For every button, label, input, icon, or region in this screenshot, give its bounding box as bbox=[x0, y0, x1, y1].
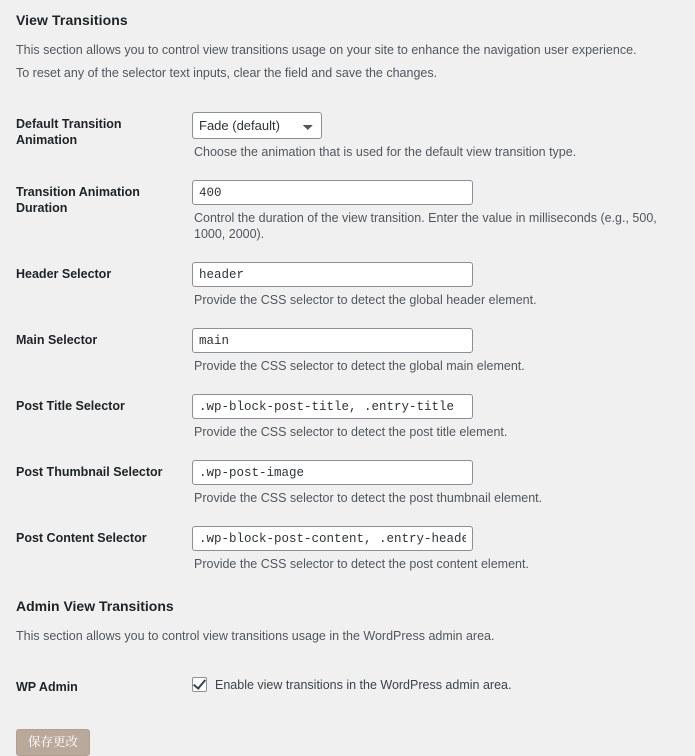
field-label-post-content-selector: Post Content Selector bbox=[16, 531, 147, 545]
transition-animation-duration-input[interactable] bbox=[192, 180, 473, 205]
field-label-post-title-selector: Post Title Selector bbox=[16, 399, 125, 413]
field-description-post-thumbnail-selector: Provide the CSS selector to detect the post thumbnail element. bbox=[194, 491, 543, 505]
header-selector-input[interactable] bbox=[192, 262, 473, 287]
post-thumbnail-selector-input[interactable] bbox=[192, 460, 473, 485]
table-row bbox=[16, 316, 679, 382]
field-cell-header-selector bbox=[192, 250, 679, 316]
field-cell-post-content-selector bbox=[192, 514, 679, 580]
field-label-default-transition-animation: Default Transition Animation bbox=[16, 117, 122, 147]
field-label-post-thumbnail-selector: Post Thumbnail Selector bbox=[16, 465, 163, 479]
field-label-transition-animation-duration: Transition Animation Duration bbox=[16, 185, 140, 215]
default-transition-animation-select[interactable] bbox=[192, 112, 322, 139]
field-description-post-content-selector: Provide the CSS selector to detect the post content element. bbox=[194, 557, 529, 571]
field-description-header-selector: Provide the CSS selector to detect the global header element. bbox=[194, 293, 537, 307]
wp-admin-enable-checkbox[interactable] bbox=[192, 677, 207, 692]
admin-section-description: This section allows you to control view transitions usage in the WordPress admin area. bbox=[16, 629, 495, 643]
table-row bbox=[16, 382, 679, 448]
wp-admin-checkbox-row[interactable] bbox=[192, 675, 669, 692]
field-cell-wp-admin bbox=[192, 663, 679, 711]
table-row bbox=[16, 663, 679, 711]
field-description-post-title-selector: Provide the CSS selector to detect the post title element. bbox=[194, 425, 508, 439]
table-row bbox=[16, 100, 679, 168]
field-cell-post-title-selector bbox=[192, 382, 679, 448]
admin-view-transitions-form-table bbox=[16, 663, 679, 711]
view-transitions-form-table bbox=[16, 100, 679, 580]
table-row bbox=[16, 168, 679, 250]
field-description-main-selector: Provide the CSS selector to detect the global main element. bbox=[194, 359, 525, 373]
section-description-line-1: This section allows you to control view transitions usage on your site to enhance the navigation user experience. bbox=[16, 43, 637, 57]
field-cell-default-transition-animation bbox=[192, 100, 679, 168]
submit-area bbox=[16, 711, 679, 756]
field-label-wp-admin: WP Admin bbox=[16, 680, 78, 694]
field-label-main-selector: Main Selector bbox=[16, 333, 98, 347]
section-description-line-2: To reset any of the selector text inputs, clear the field and save the changes. bbox=[16, 66, 438, 80]
field-cell-transition-animation-duration bbox=[192, 168, 679, 250]
admin-section-title: Admin View Transitions bbox=[16, 598, 174, 614]
table-row bbox=[16, 448, 679, 514]
save-changes-button[interactable]: 保存更改 bbox=[16, 729, 90, 756]
field-cell-main-selector bbox=[192, 316, 679, 382]
post-title-selector-input[interactable] bbox=[192, 394, 473, 419]
main-selector-input[interactable] bbox=[192, 328, 473, 353]
table-row bbox=[16, 514, 679, 580]
table-row bbox=[16, 250, 679, 316]
field-cell-post-thumbnail-selector bbox=[192, 448, 679, 514]
field-label-header-selector: Header Selector bbox=[16, 267, 112, 281]
post-content-selector-input[interactable] bbox=[192, 526, 473, 551]
page-title: View Transitions bbox=[16, 12, 128, 28]
wp-admin-checkbox-label[interactable]: Enable view transitions in the WordPress admin area. bbox=[215, 677, 512, 692]
field-description-transition-animation-duration: Control the duration of the view transition. Enter the value in milliseconds (e.g., 500, 1000, 2000). bbox=[194, 211, 657, 241]
field-description-default-transition-animation: Choose the animation that is used for the default view transition type. bbox=[194, 145, 577, 159]
